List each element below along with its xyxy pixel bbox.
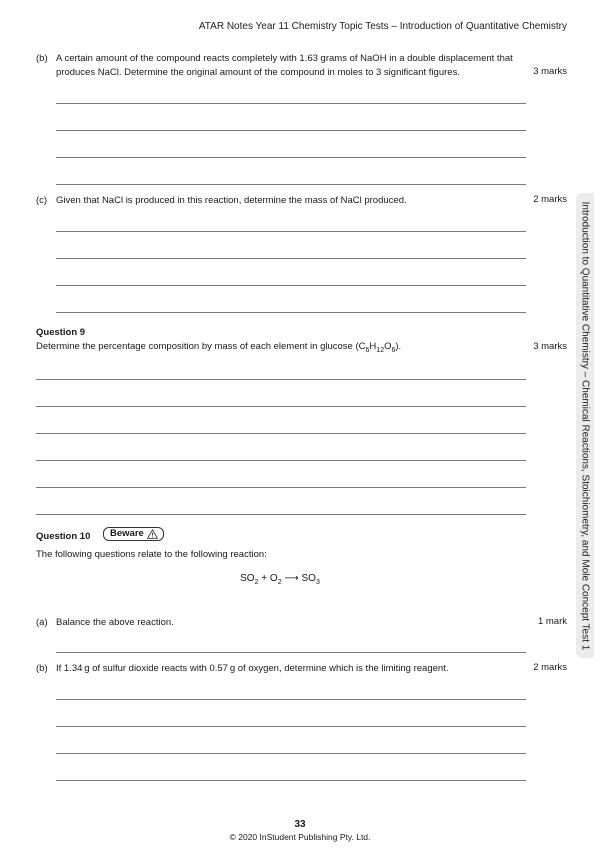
part-c-marks: 2 marks: [533, 194, 567, 205]
answer-line: [56, 285, 526, 286]
reaction-arrow: ⟶: [284, 573, 299, 584]
reaction-equation: $SO_2 + O_2$ ⟶ $SO_3$: [240, 573, 320, 586]
answer-line: [36, 487, 526, 488]
answer-line: [56, 231, 526, 232]
answer-line: [56, 699, 526, 700]
part-b-line2: produces NaCl. Determine the original amount of the compound in moles to 3 significant figures.: [56, 67, 460, 78]
side-tab-text: Introduction to Quantitative Chemistry – Chemical Reactions, Stoichiometry, and Mole Concept Test 1: [579, 201, 591, 650]
question-10a-prompt: (a) Balance the above reaction.: [36, 617, 174, 628]
part-c-prompt: [36, 194, 407, 208]
answer-line: [56, 184, 526, 185]
beware-badge: [103, 527, 164, 541]
answer-line: [36, 379, 526, 380]
part-b-prompt: [36, 52, 513, 80]
warning-triangle-icon: [147, 529, 158, 539]
answer-line: [36, 433, 526, 434]
question-9-prompt: Determine the percentage composition by mass of each element in glucose $(C_6H_{12}O_6)$.: [36, 341, 402, 354]
part-c-text: Given that NaCl is produced in this reaction, determine the mass of NaCl produced.: [56, 195, 407, 206]
question-10a-marks: 1 mark: [537, 616, 567, 627]
question-9-heading: Question 9: [36, 327, 86, 338]
answer-line: [36, 406, 526, 407]
answer-line: [56, 780, 526, 781]
answer-line: [56, 258, 526, 259]
answer-line: [56, 652, 526, 653]
part-b-line1: A certain amount of the compound reacts completely with 1.63 grams of NaOH in a double displacement that: [56, 53, 513, 64]
answer-line: [56, 103, 526, 104]
question-10b-prompt: (b) If 1.34 g of sulfur dioxide reacts with 0.57 g of oxygen, determine which is the limiting reagent.: [36, 663, 449, 674]
answer-line: [56, 753, 526, 754]
question-9-marks: 3 marks: [533, 341, 567, 352]
part-b-label: (b): [36, 53, 48, 64]
part-c-label: (c): [36, 195, 48, 206]
copyright: © 2020 InStudent Publishing Pty. Ltd.: [229, 832, 371, 842]
side-section-tab: [576, 193, 594, 658]
question-10-intro: The following questions relate to the following reaction:: [36, 549, 267, 560]
question-10-heading: Question 10: [36, 531, 91, 542]
answer-line: [56, 130, 526, 131]
running-header: ATAR Notes Year 11 Chemistry Topic Tests – Introduction of Quantitative Chemistry: [198, 21, 567, 32]
beware-label: Beware: [110, 528, 144, 539]
answer-line: [56, 726, 526, 727]
answer-line: [56, 157, 526, 158]
part-b-marks: 3 marks: [533, 66, 567, 77]
answer-line: [56, 312, 526, 313]
answer-line: [36, 514, 526, 515]
question-10b-marks: 2 marks: [533, 662, 567, 673]
answer-line: [36, 460, 526, 461]
page-number: 33: [294, 819, 306, 830]
